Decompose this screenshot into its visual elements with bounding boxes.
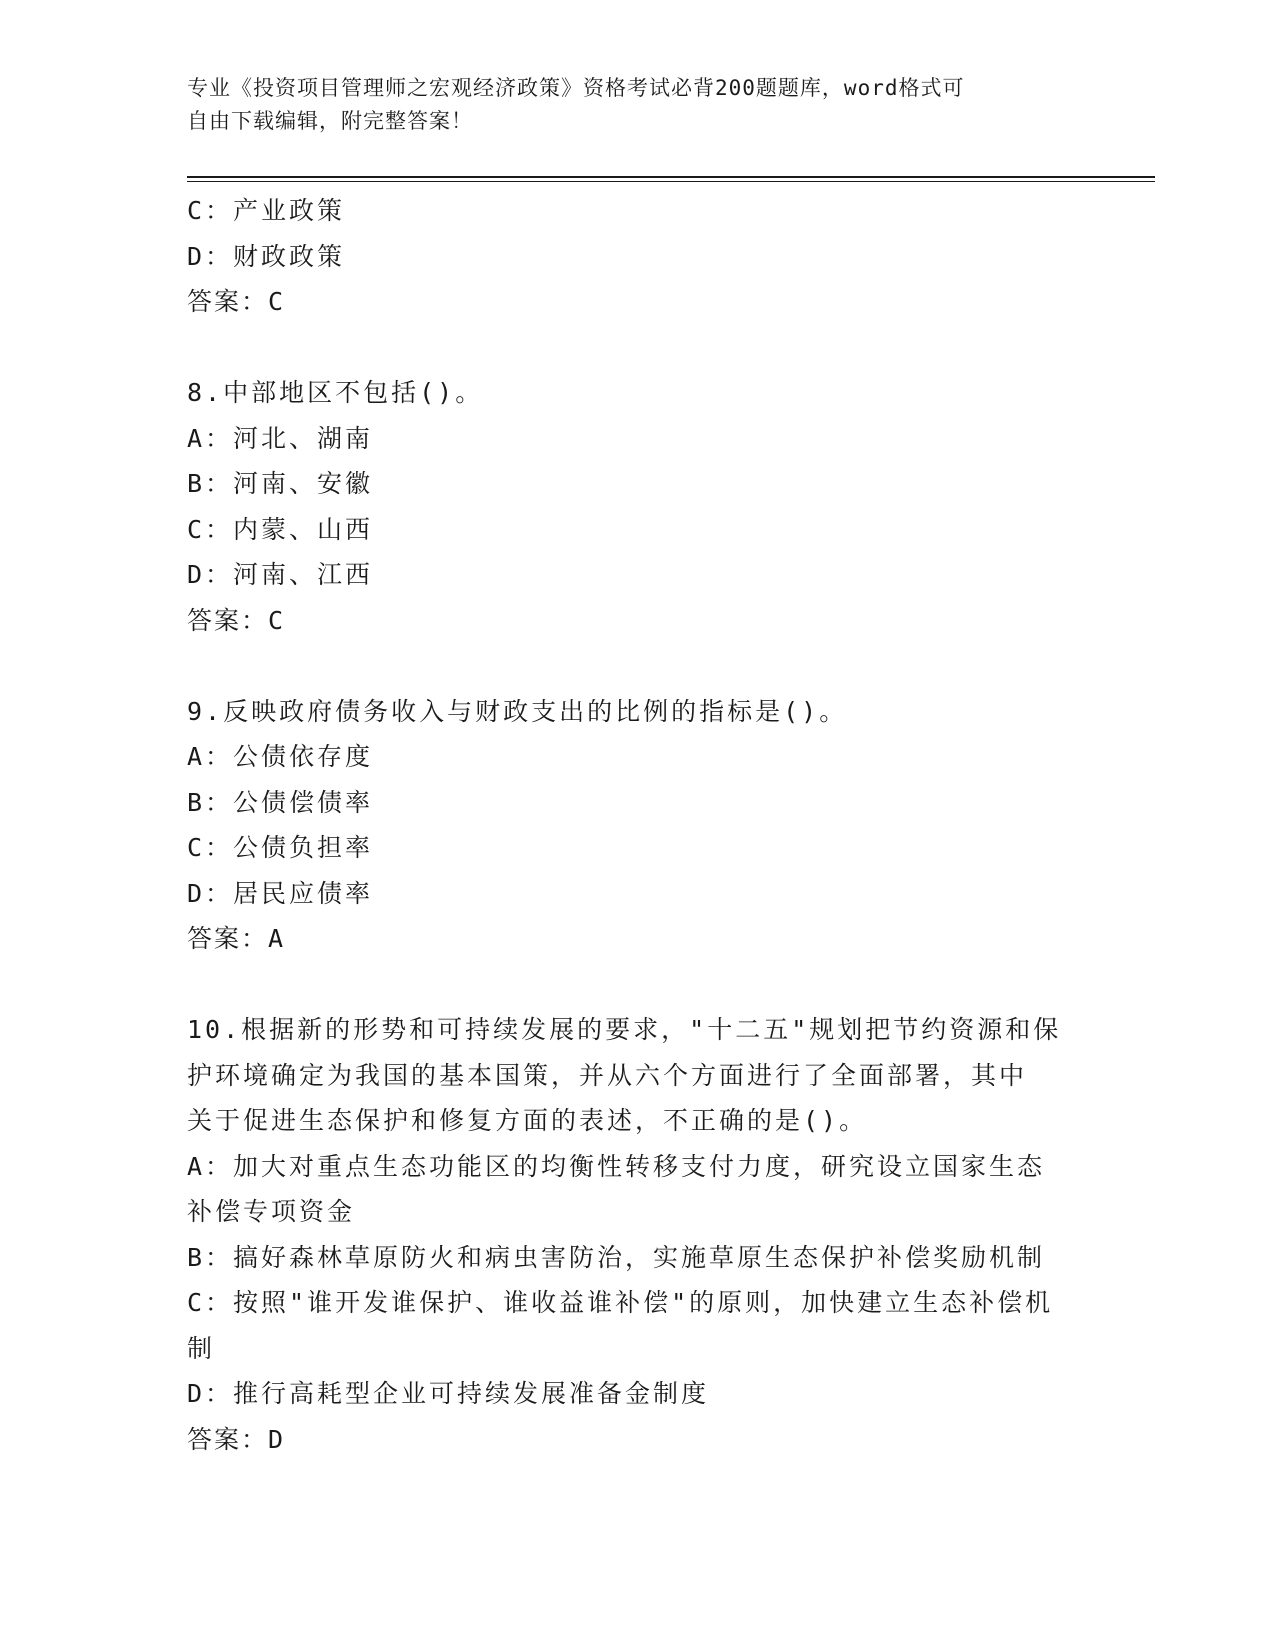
spacer [187, 643, 1067, 689]
spacer [187, 962, 1067, 1008]
header-line-1: 专业《投资项目管理师之宏观经济政策》资格考试必背200题题库，word格式可 [187, 76, 965, 100]
option-c-line-2: 制 [187, 1333, 216, 1363]
option-a-line-1: A：加大对重点生态功能区的均衡性转移支付力度，研究设立国家生态 [187, 1151, 1046, 1181]
document-header [187, 72, 1067, 138]
option-a-line-2: 补偿专项资金 [187, 1197, 356, 1226]
question-stem-line-2: 护环境确定为我国的基本国策，并从六个方面进行了全面部署，其中 [187, 1060, 1028, 1090]
option-a: A：河北、湖南 [187, 423, 374, 453]
question-9 [187, 689, 1067, 962]
option-d: D：推行高耗型企业可持续发展准备金制度 [187, 1379, 710, 1408]
answer-line: 答案：C [187, 287, 286, 316]
question-stem: 8.中部地区不包括()。 [187, 378, 484, 407]
question-stem-line-3: 关于促进生态保护和修复方面的表述，不正确的是()。 [187, 1106, 868, 1135]
header-divider-thin [187, 181, 1155, 182]
option-b: B：搞好森林草原防火和病虫害防治，实施草原生态保护补偿奖励机制 [187, 1242, 1046, 1272]
question-stem-line-1: 10.根据新的形势和可持续发展的要求，"十二五"规划把节约资源和保 [187, 1015, 1062, 1044]
option-d: D：居民应债率 [187, 878, 374, 908]
answer-line: 答案：D [187, 1424, 286, 1454]
option-c: C：产业政策 [187, 196, 346, 225]
option-b: B：河南、安徽 [187, 469, 374, 498]
answer-line: 答案：A [187, 924, 286, 953]
header-divider-thick [187, 176, 1155, 178]
option-d: D：财政政策 [187, 241, 346, 271]
spacer [187, 325, 1067, 371]
option-d: D：河南、江西 [187, 560, 374, 589]
option-c: C：公债负担率 [187, 833, 374, 862]
option-a: A：公债依存度 [187, 742, 374, 771]
header-line-2: 自由下载编辑，附完整答案！ [187, 109, 473, 133]
question-content [187, 188, 1067, 1462]
option-b: B：公债偿债率 [187, 787, 374, 817]
question-10 [187, 1007, 1067, 1462]
answer-line: 答案：C [187, 605, 286, 635]
question-stem: 9.反映政府债务收入与财政支出的比例的指标是()。 [187, 696, 848, 726]
question-8 [187, 370, 1067, 643]
option-c: C：内蒙、山西 [187, 514, 374, 544]
previous-question-tail [187, 188, 1067, 325]
option-c-line-1: C：按照"谁开发谁保护、谁收益谁补偿"的原则，加快建立生态补偿机 [187, 1288, 1054, 1317]
